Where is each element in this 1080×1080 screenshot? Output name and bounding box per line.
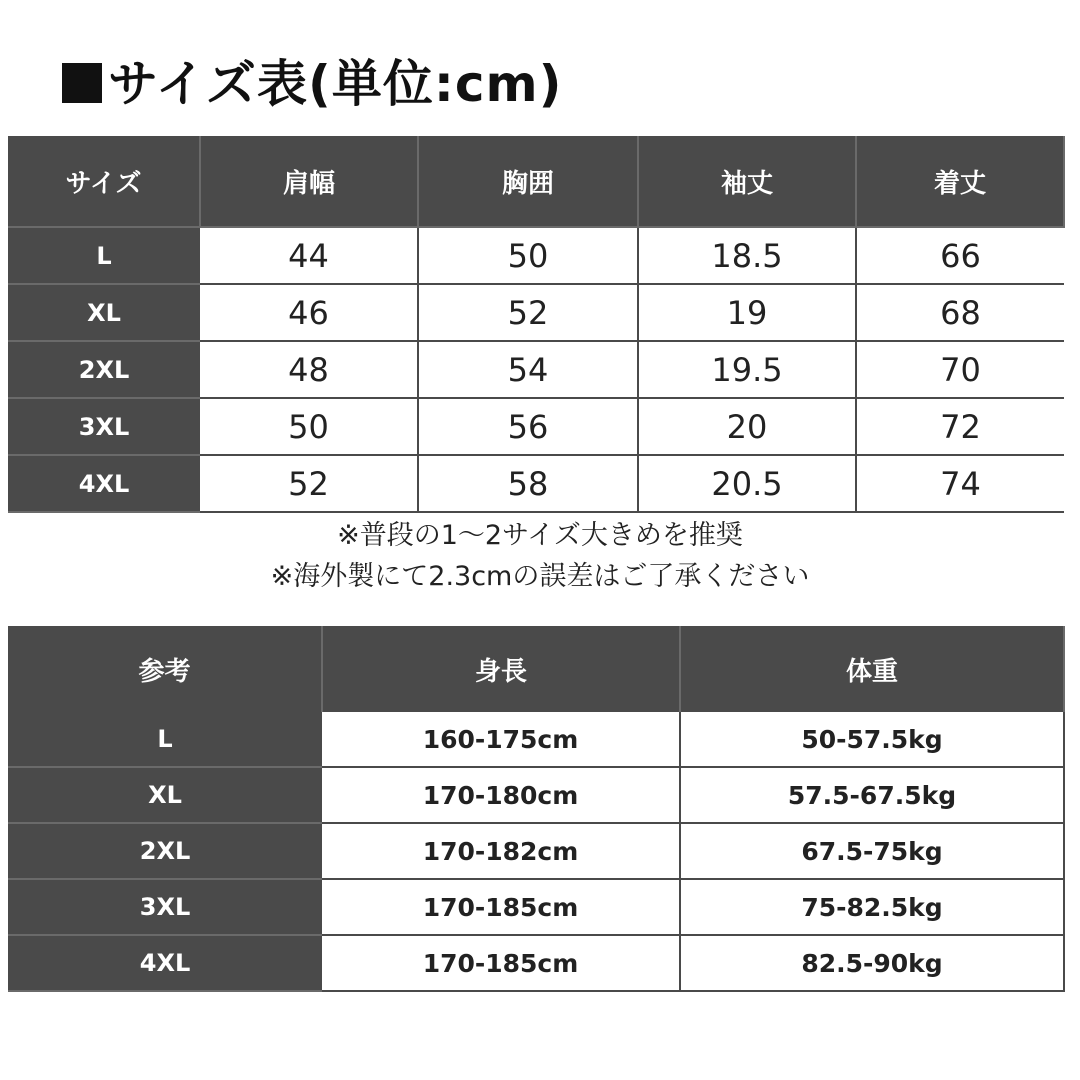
shoulder-value: 48 [200,341,418,398]
size-table [8,136,1065,513]
size-label: XL [8,767,322,823]
reference-table [8,626,1065,992]
height-range: 170-180cm [322,767,680,823]
table-row [8,455,1064,512]
note-recommendation: ※普段の1〜2サイズ大きめを推奨 [337,520,743,551]
header-size: サイズ [8,136,200,227]
size-label: L [8,712,322,767]
chest-value: 58 [418,455,638,512]
shoulder-value: 52 [200,455,418,512]
sleeve-value: 20 [638,398,856,455]
size-label: 2XL [8,341,200,398]
shoulder-value: 46 [200,284,418,341]
shoulder-value: 50 [200,398,418,455]
sleeve-value: 18.5 [638,227,856,284]
note-tolerance: ※海外製にて2.3cmの誤差はご了承ください [270,561,810,592]
chest-value: 52 [418,284,638,341]
chest-value: 54 [418,341,638,398]
header-body-length: 着丈 [856,136,1064,227]
square-bullet-icon [62,63,102,103]
header-height: 身長 [322,626,680,712]
table-row [8,935,1064,991]
height-range: 170-185cm [322,879,680,935]
table-row [8,823,1064,879]
length-value: 70 [856,341,1064,398]
table-row [8,227,1064,284]
table-row [8,879,1064,935]
weight-range: 75-82.5kg [680,879,1064,935]
header-shoulder-width: 肩幅 [200,136,418,227]
height-range: 170-182cm [322,823,680,879]
size-table-header-row [8,136,1064,227]
length-value: 68 [856,284,1064,341]
weight-range: 57.5-67.5kg [680,767,1064,823]
length-value: 66 [856,227,1064,284]
weight-range: 67.5-75kg [680,823,1064,879]
size-label: 4XL [8,935,322,991]
height-range: 160-175cm [322,712,680,767]
size-label: 3XL [8,879,322,935]
size-label: L [8,227,200,284]
height-range: 170-185cm [322,935,680,991]
header-weight: 体重 [680,626,1064,712]
sleeve-value: 20.5 [638,455,856,512]
shoulder-value: 44 [200,227,418,284]
table-row [8,767,1064,823]
chest-value: 50 [418,227,638,284]
table-row [8,712,1064,767]
length-value: 72 [856,398,1064,455]
size-label: XL [8,284,200,341]
table-row [8,284,1064,341]
sleeve-value: 19 [638,284,856,341]
table-row [8,398,1064,455]
page-title [62,44,562,116]
sleeve-value: 19.5 [638,341,856,398]
header-sleeve-length: 袖丈 [638,136,856,227]
header-chest: 胸囲 [418,136,638,227]
notes [0,515,1080,597]
size-label: 3XL [8,398,200,455]
page-title-text: サイズ表(単位:cm) [108,55,563,113]
table-row [8,341,1064,398]
length-value: 74 [856,455,1064,512]
size-label: 2XL [8,823,322,879]
weight-range: 82.5-90kg [680,935,1064,991]
header-reference: 参考 [8,626,322,712]
weight-range: 50-57.5kg [680,712,1064,767]
size-label: 4XL [8,455,200,512]
chest-value: 56 [418,398,638,455]
reference-table-header-row [8,626,1064,712]
